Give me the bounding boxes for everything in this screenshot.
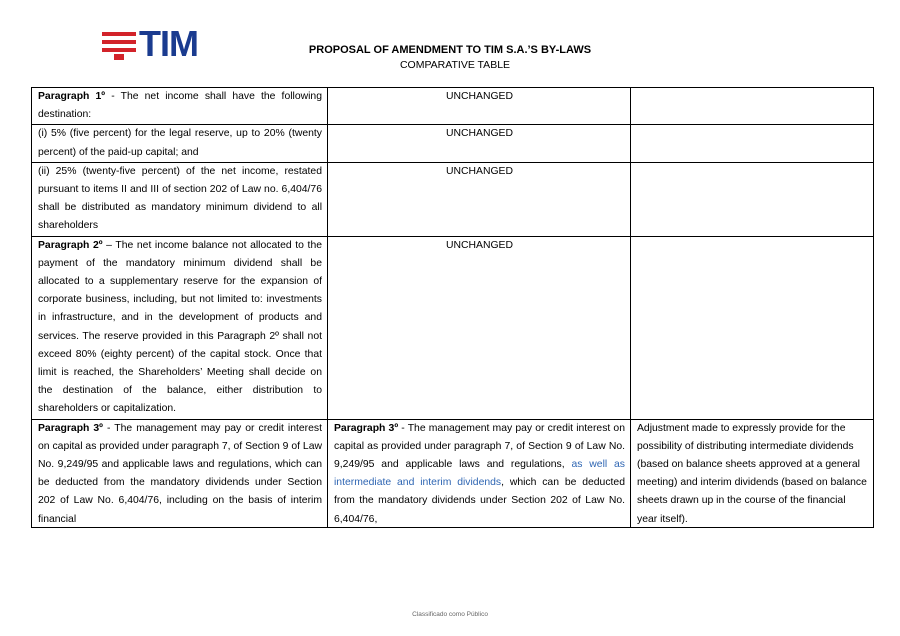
current-text-cell <box>32 419 328 527</box>
proposed-text-cell <box>328 419 631 527</box>
table-row <box>32 125 874 162</box>
justification-text: Adjustment made to expressly provide for the possibility of distributing intermediate dividends (based on balance sheets approved at a general meeting) and interim dividends (based on balance sheets drawn up in the course of the financial year itself). <box>637 422 867 525</box>
table-row <box>32 236 874 419</box>
tim-logo <box>102 23 212 64</box>
amendment-highlight: as well as intermediate and interim dividends <box>334 459 625 489</box>
document-subtitle: COMPARATIVE TABLE <box>399 59 511 71</box>
current-text-cell <box>32 88 328 125</box>
justification-cell <box>631 236 874 419</box>
unchanged-label: UNCHANGED <box>446 165 513 177</box>
proposed-text-cell <box>328 125 631 162</box>
unchanged-label: UNCHANGED <box>446 128 513 140</box>
table-row <box>32 162 874 236</box>
table-row <box>32 419 874 527</box>
paragraph-label: Paragraph 1º <box>38 91 106 102</box>
tim-logo-icon <box>102 32 136 60</box>
paragraph-text: (ii) 25% (twenty-five percent) of the net income, restated pursuant to items II and III of section 202 of Law no. 6,404/76 shall be distributed as mandatory minimum dividend to all shareholders <box>38 165 322 232</box>
unchanged-label: UNCHANGED <box>446 239 513 251</box>
paragraph-label: Paragraph 3º <box>38 422 103 434</box>
classification-footer: Classificado como Público <box>412 611 488 618</box>
proposed-text-cell <box>328 236 631 419</box>
justification-cell <box>631 88 874 125</box>
current-text-cell <box>32 162 328 236</box>
comparative-table <box>31 87 874 528</box>
paragraph-text: - The management may pay or credit interest on capital as provided under paragraph 7, of Section 9 of Law No. 9,249/95 and applicable laws and regulations, which can be deducted from the mandatory dividends under Section 202 of Law No. 6,404/76, including on the basis of interim financial <box>38 422 322 525</box>
paragraph-text: – The net income balance not allocated to the payment of the mandatory minimum dividend shall be allocated to a supplementary reserve for the expansion of corporate business, including, but not limited to: investments in infrastructure, and in the development of products and services. The reserve provided in this Paragraph 2º shall not exceed 80% (eighty percent) of the capital stock. Once that limit is reached, the Shareholders’ Meeting shall decide on the destination of the balance, either distribution to shareholders or capitalization. <box>38 239 322 415</box>
current-text-cell <box>32 125 328 162</box>
unchanged-label: UNCHANGED <box>446 91 513 102</box>
proposed-text-cell <box>328 88 631 125</box>
paragraph-label: Paragraph 2º <box>38 239 103 251</box>
paragraph-text: - The management may pay or credit interest on capital as provided under paragraph 7, of Section 9 of Law No. 9,249/95 and applicable laws and regulations, <box>334 422 625 471</box>
justification-cell <box>631 419 874 527</box>
justification-cell <box>631 125 874 162</box>
paragraph-text: , which can be deducted from the mandatory dividends under Section 202 of Law No. 6,404/76, <box>334 477 625 525</box>
document-title: PROPOSAL OF AMENDMENT TO TIM S.A.’S BY-LAWS <box>308 44 592 56</box>
current-text-cell <box>32 236 328 419</box>
paragraph-text: (i) 5% (five percent) for the legal reserve, up to 20% (twenty percent) of the paid-up capital; and <box>38 128 322 158</box>
table-row <box>32 88 874 125</box>
proposed-text-cell <box>328 162 631 236</box>
paragraph-label: Paragraph 3º <box>334 422 399 434</box>
paragraph-text: - The net income shall have the following destination: <box>38 91 322 121</box>
justification-cell <box>631 162 874 236</box>
tim-logo-text: TIM <box>139 23 198 64</box>
